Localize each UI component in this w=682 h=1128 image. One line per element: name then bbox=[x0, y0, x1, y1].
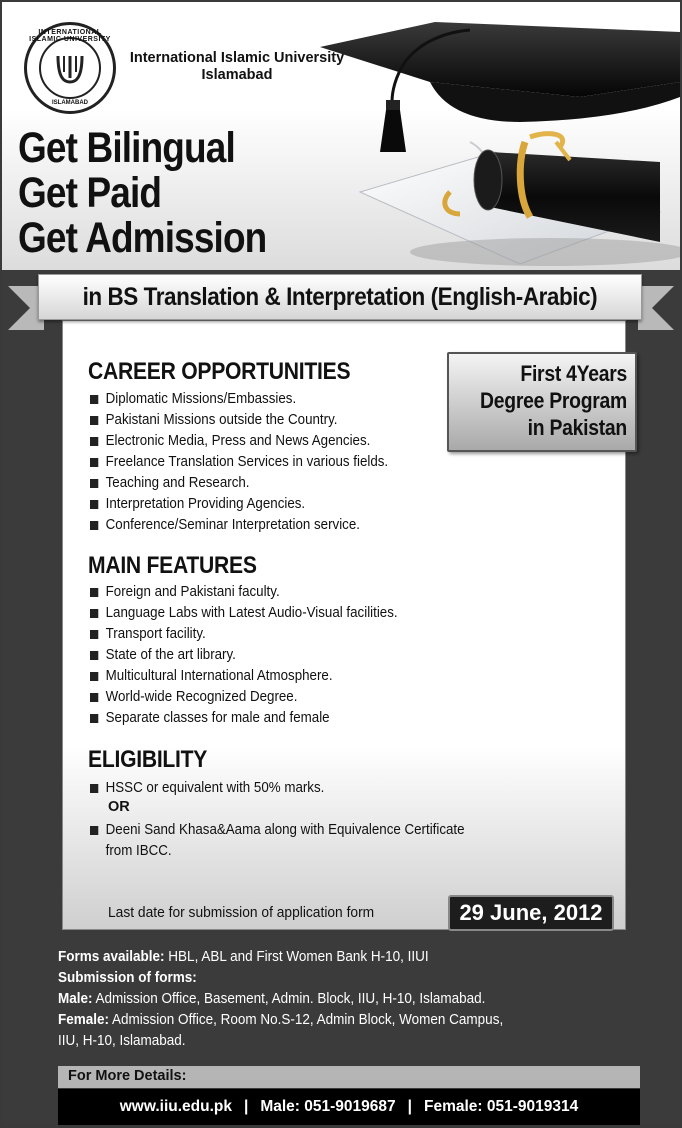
submission-label: Submission of forms: bbox=[58, 969, 197, 986]
header bbox=[2, 2, 680, 270]
female-label: Female: bbox=[58, 1011, 110, 1028]
details-bar bbox=[58, 1066, 640, 1088]
deadline-label: Last date for submission of application form bbox=[108, 904, 375, 921]
or-label: OR bbox=[108, 799, 130, 815]
features-title: MAIN FEATURES bbox=[88, 552, 257, 579]
male-label: Male: bbox=[58, 990, 93, 1007]
list-item: HSSC or equivalent with 50% marks. bbox=[90, 778, 324, 799]
male-line bbox=[58, 988, 503, 1009]
university-name-line2: Islamabad bbox=[201, 67, 273, 83]
list-item: Conference/Seminar Interpretation service. bbox=[90, 515, 388, 536]
program-title: in BS Translation & Interpretation (English-Arabic) bbox=[82, 282, 598, 311]
list-item: Interpretation Providing Agencies. bbox=[90, 494, 388, 515]
forms-info bbox=[58, 946, 503, 1051]
features-list bbox=[90, 582, 424, 729]
female-address: Admission Office, Room No.S-12, Admin Block, Women Campus, bbox=[109, 1011, 504, 1028]
male-phone: Male: 051-9019687 bbox=[260, 1098, 396, 1115]
separator: | bbox=[244, 1098, 249, 1115]
eligibility-item2-line1: Deeni Sand Khasa&Aama along with Equivalence Certificate bbox=[105, 822, 465, 838]
list-item: Freelance Translation Services in various fields. bbox=[90, 452, 388, 473]
female-phone: Female: 051-9019314 bbox=[423, 1098, 579, 1115]
male-address: Admission Office, Basement, Admin. Block, IIU, H-10, Islamabad. bbox=[92, 990, 486, 1007]
eligibility-list-2 bbox=[90, 820, 497, 862]
submission-line bbox=[58, 967, 503, 988]
website-link[interactable]: www.iiu.edu.pk bbox=[119, 1098, 232, 1115]
details-label: For More Details: bbox=[68, 1068, 187, 1084]
seal-emblem-icon bbox=[39, 37, 101, 99]
female-line bbox=[58, 1009, 503, 1030]
university-name-line1: International Islamic University bbox=[129, 50, 345, 66]
forms-available-value: HBL, ABL and First Women Bank H-10, IIUI bbox=[164, 948, 429, 965]
ribbon-tail-right bbox=[638, 286, 674, 330]
badge-line2: Degree Program bbox=[480, 388, 627, 413]
list-item bbox=[90, 820, 465, 862]
eligibility-title: ELIGIBILITY bbox=[88, 746, 208, 773]
list-item: Language Labs with Latest Audio-Visual facilities. bbox=[90, 603, 398, 624]
ribbon-banner bbox=[38, 274, 642, 320]
badge-line3: in Pakistan bbox=[527, 415, 627, 440]
eligibility-list-1 bbox=[90, 778, 345, 799]
university-seal-logo bbox=[24, 22, 116, 114]
graduation-cap-diploma-illustration bbox=[320, 2, 680, 270]
headline-line3: Get Admission bbox=[18, 214, 267, 262]
contact-bar bbox=[58, 1089, 640, 1125]
female-line-2: IIU, H-10, Islamabad. bbox=[58, 1032, 186, 1049]
separator: | bbox=[407, 1098, 412, 1115]
forms-available-line bbox=[58, 946, 503, 967]
seal-text-top: INTERNATIONAL ISLAMIC UNIVERSITY bbox=[29, 29, 111, 43]
career-title: CAREER OPPORTUNITIES bbox=[88, 358, 351, 385]
list-item: Pakistani Missions outside the Country. bbox=[90, 410, 388, 431]
headline bbox=[18, 126, 266, 261]
forms-available-label: Forms available: bbox=[58, 948, 165, 965]
list-item: Teaching and Research. bbox=[90, 473, 388, 494]
career-list bbox=[90, 389, 414, 536]
list-item: Multicultural International Atmosphere. bbox=[90, 666, 398, 687]
list-item: Foreign and Pakistani faculty. bbox=[90, 582, 398, 603]
university-name bbox=[122, 50, 352, 84]
list-item: Transport facility. bbox=[90, 624, 398, 645]
eligibility-item2-line2: from IBCC. bbox=[105, 843, 172, 859]
badge-line1: First 4Years bbox=[520, 361, 627, 386]
headline-line1: Get Bilingual bbox=[18, 124, 235, 172]
first-program-badge bbox=[447, 352, 637, 452]
list-item: Separate classes for male and female bbox=[90, 708, 398, 729]
list-item: Diplomatic Missions/Embassies. bbox=[90, 389, 388, 410]
deadline-date: 29 June, 2012 bbox=[448, 895, 614, 931]
headline-line2: Get Paid bbox=[18, 169, 162, 217]
list-item: Electronic Media, Press and News Agencies. bbox=[90, 431, 388, 452]
list-item: World-wide Recognized Degree. bbox=[90, 687, 398, 708]
list-item: State of the art library. bbox=[90, 645, 398, 666]
seal-text-bottom: ISLAMABAD bbox=[52, 100, 88, 106]
